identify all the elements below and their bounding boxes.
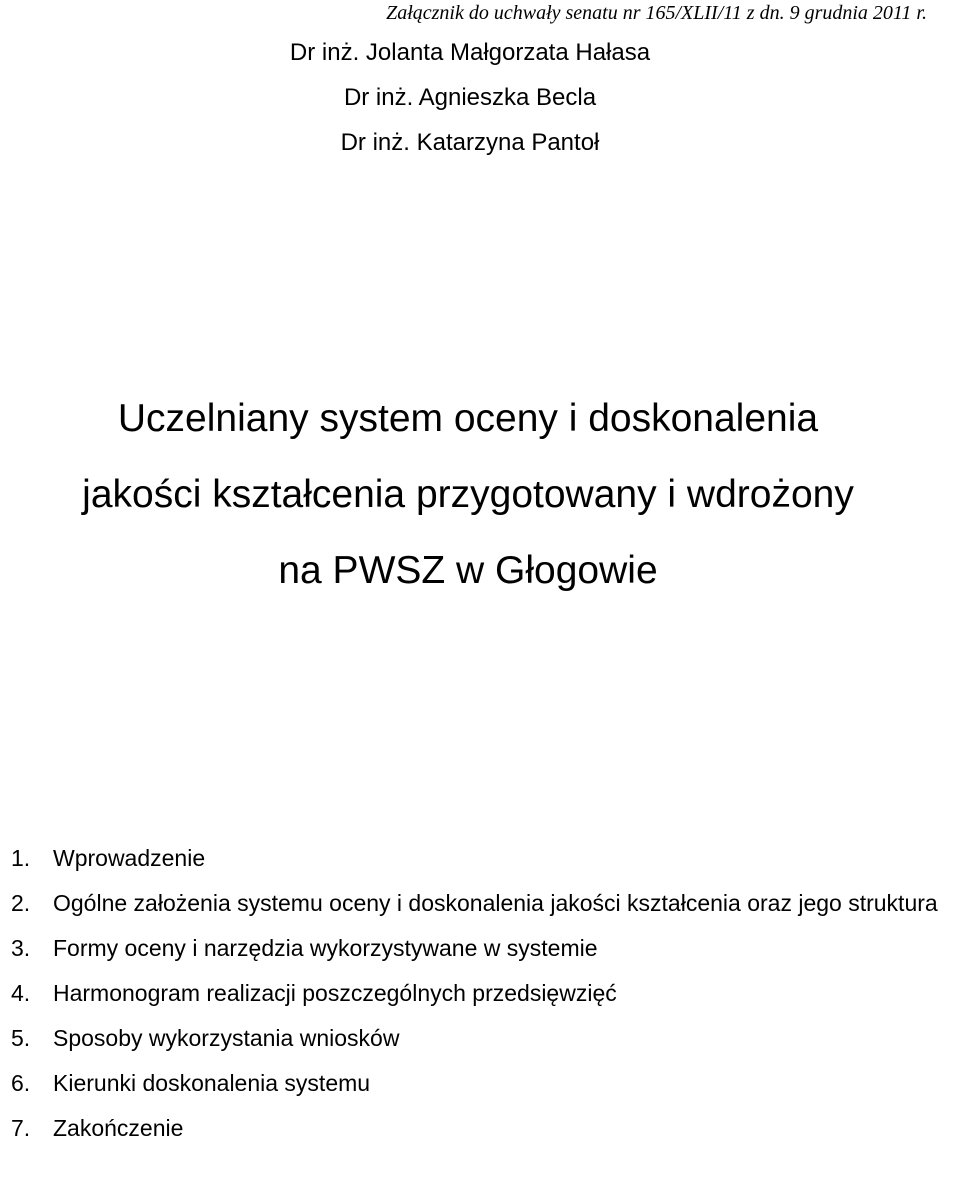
toc-item-text: Sposoby wykorzystania wniosków: [53, 1025, 400, 1051]
toc-item: [11, 836, 956, 881]
author-name: Dr inż. Katarzyna Pantoł: [340, 129, 600, 156]
toc-item: [11, 881, 956, 926]
toc-item-number: 7.: [11, 1115, 31, 1141]
title-line: Uczelniany system oceny i doskonalenia: [117, 397, 819, 440]
toc-item-number: 4.: [11, 980, 31, 1006]
title-line: na PWSZ w Głogowie: [278, 549, 658, 592]
toc-item-number: 5.: [11, 1025, 31, 1051]
authors-block: [0, 30, 940, 165]
toc-item-text: Ogólne założenia systemu oceny i doskonalenia jakości kształcenia oraz jego struktura: [53, 890, 938, 916]
title-line: jakości kształcenia przygotowany i wdrożony: [82, 473, 854, 516]
toc-item: [11, 1061, 956, 1106]
author-name: Dr inż. Agnieszka Becla: [343, 84, 597, 111]
toc-item-text: Zakończenie: [53, 1115, 184, 1141]
document-title: [0, 381, 936, 609]
toc-item-number: 6.: [11, 1070, 31, 1096]
toc-item: [11, 926, 956, 971]
author-name: Dr inż. Jolanta Małgorzata Hałasa: [289, 39, 651, 66]
toc-item: [11, 1106, 956, 1151]
toc-item-text: Harmonogram realizacji poszczególnych przedsięwzięć: [53, 980, 617, 1006]
toc-item: [11, 971, 956, 1016]
toc-item-text: Wprowadzenie: [53, 845, 206, 871]
toc-item-number: 3.: [11, 935, 31, 961]
toc-item-number: 2.: [11, 890, 31, 916]
annex-note: Załącznik do uchwały senatu nr 165/XLII/11 z dn. 9 grudnia 2011 r.: [386, 2, 927, 24]
toc-item-text: Formy oceny i narzędzia wykorzystywane w systemie: [53, 935, 598, 961]
toc-item-number: 1.: [11, 845, 31, 871]
table-of-contents: [11, 836, 956, 1151]
toc-item-text: Kierunki doskonalenia systemu: [53, 1070, 371, 1096]
toc-item: [11, 1016, 956, 1061]
